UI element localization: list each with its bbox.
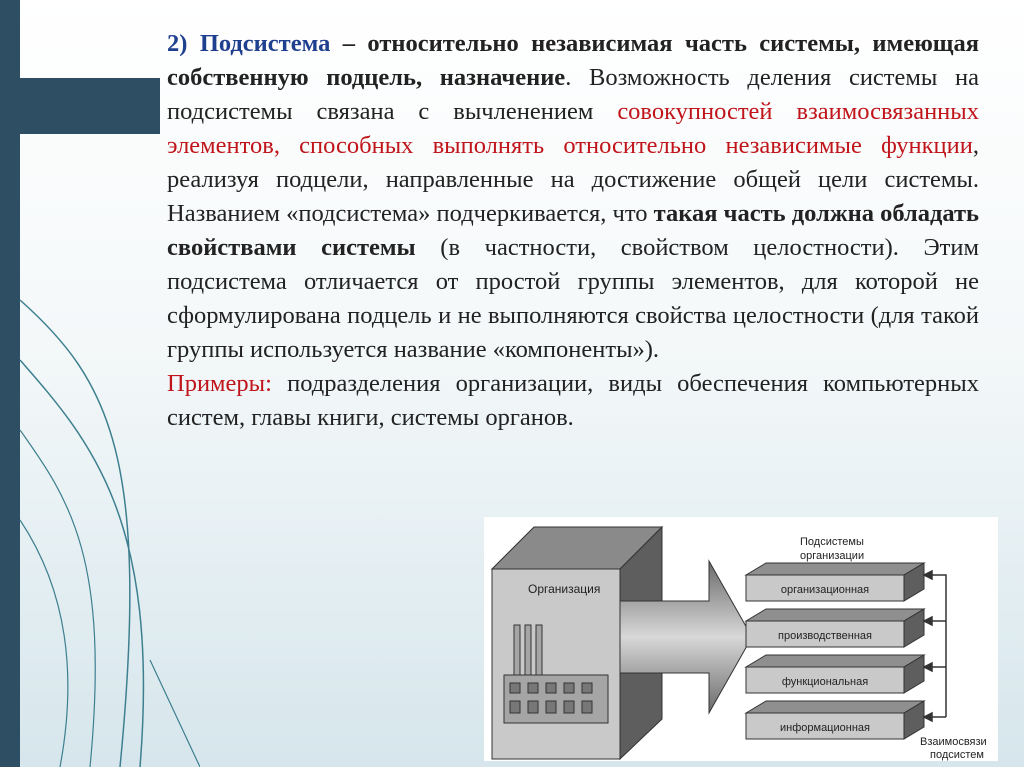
subsystems-figure (484, 517, 998, 761)
relations-label-line1: Взаимосвязи (920, 736, 987, 748)
layer-production (746, 609, 924, 647)
text-part-1: . Возможность деления системы на подсистемы связана с вычленением (167, 64, 980, 125)
definition-bold: относительно независимая часть системы, имеющая собственную подцель, назначение (167, 30, 980, 91)
layer-org (746, 563, 924, 601)
highlight-red: совокупностей взаимосвязанных элементов, способных выполнять относительно независимые функции (167, 98, 979, 159)
layer-information (746, 701, 924, 739)
term-subsystem: Подсистема (199, 30, 331, 57)
term-dash: – (330, 30, 368, 57)
text-part-2: , реализуя подцели, направленные на достижение общей цели системы. Названием «подсистема» подчеркивается, что (167, 132, 979, 227)
layer-functional (746, 655, 924, 693)
main-text (167, 27, 979, 435)
paragraph-definition (167, 27, 979, 367)
layer-label: функциональная (781, 676, 869, 688)
paragraph-examples (167, 367, 979, 435)
examples-text: подразделения организации, виды обеспечения компьютерных систем, главы книги, системы органов. (167, 370, 979, 431)
subsystems-header-line2: организации (800, 550, 865, 562)
figure-diagram (484, 517, 998, 761)
layer-label: производственная (778, 630, 872, 642)
layer-label: организационная (780, 584, 870, 596)
layer-label: информационная (780, 722, 870, 734)
examples-label: Примеры: (167, 370, 272, 397)
bold-phrase: такая часть должна обладать свойствами системы (167, 200, 979, 261)
item-number: 2) (167, 30, 200, 57)
organization-label: Организация (528, 582, 601, 596)
interconnection-lines (924, 571, 946, 721)
subsystems-header-line1: Подсистемы (800, 536, 864, 548)
relations-label-line2: подсистем (930, 749, 984, 761)
text-part-3: (в частности, свойством целостности). Этим подсистема отличается от простой группы элементов, для которой не сформулирована подцель и не выполняются свойства целостности (для такой группы используется название «компоненты»). (167, 234, 980, 363)
